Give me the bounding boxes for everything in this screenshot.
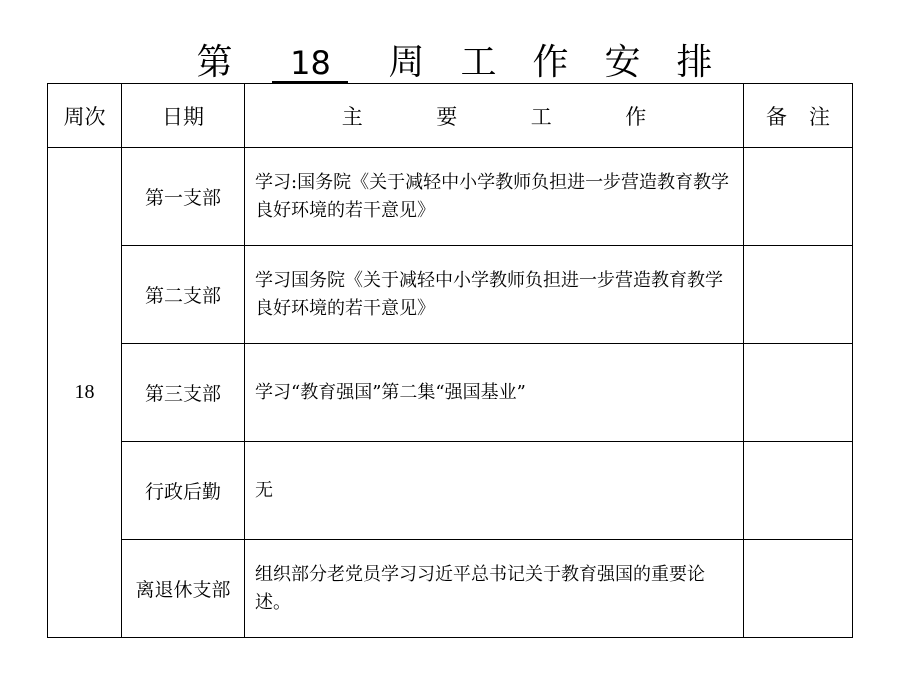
header-date: 日期 (122, 84, 245, 148)
table-row (48, 442, 853, 540)
title-char: 工 (460, 42, 497, 83)
page-title (0, 34, 909, 82)
note-cell (744, 540, 853, 638)
header-main-work-char: 主 (341, 104, 363, 129)
schedule-table (47, 83, 853, 638)
header-main-work-char: 要 (436, 104, 458, 129)
title-week-number: 18 (272, 45, 348, 83)
table-row (48, 148, 853, 246)
work-cell: 组织部分老党员学习习近平总书记关于教育强国的重要论述。 (245, 540, 744, 638)
work-cell: 无 (245, 442, 744, 540)
note-cell (744, 442, 853, 540)
title-char: 排 (676, 42, 713, 83)
header-main-work-char: 作 (625, 104, 647, 129)
table-row (48, 540, 853, 638)
week-cell: 18 (48, 148, 122, 638)
header-row (48, 84, 853, 148)
note-cell (744, 246, 853, 344)
work-cell: 学习:国务院《关于减轻中小学教师负担进一步营造教育教学良好环境的若干意见》 (245, 148, 744, 246)
dept-cell: 第三支部 (122, 344, 245, 442)
table-row (48, 246, 853, 344)
title-prefix: 第 (196, 42, 233, 83)
header-remarks-char: 备 (766, 104, 787, 129)
title-char: 安 (604, 42, 641, 83)
dept-cell: 离退休支部 (122, 540, 245, 638)
note-cell (744, 344, 853, 442)
dept-cell: 行政后勤 (122, 442, 245, 540)
table-row (48, 344, 853, 442)
dept-cell: 第二支部 (122, 246, 245, 344)
work-cell: 学习“教育强国”第二集“强国基业” (245, 344, 744, 442)
header-main-work (245, 84, 744, 148)
header-remarks (744, 84, 853, 148)
work-cell: 学习国务院《关于减轻中小学教师负担进一步营造教育教学良好环境的若干意见》 (245, 246, 744, 344)
header-week: 周次 (48, 84, 122, 148)
header-main-work-char: 工 (530, 104, 552, 129)
header-remarks-char: 注 (809, 104, 830, 129)
title-char: 周 (388, 42, 425, 83)
dept-cell: 第一支部 (122, 148, 245, 246)
title-char: 作 (532, 42, 569, 83)
note-cell (744, 148, 853, 246)
